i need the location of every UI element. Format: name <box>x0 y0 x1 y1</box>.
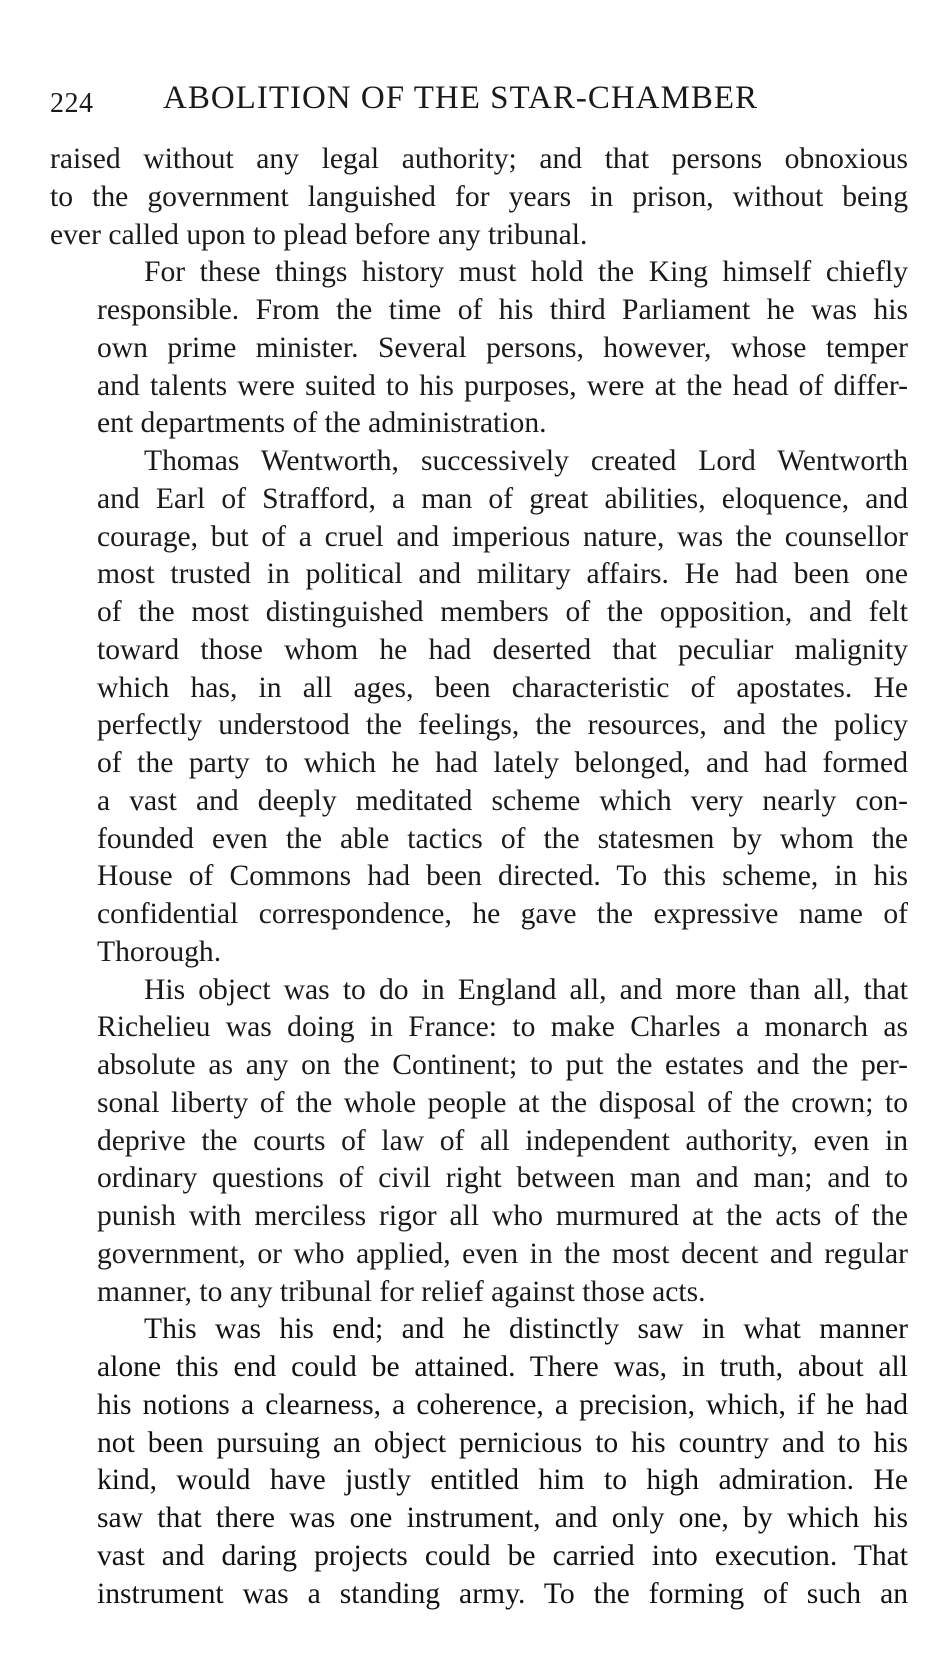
text-line: deprive the courts of law of all independent authority, even in <box>97 1124 908 1157</box>
text-line: ordinary questions of civil right between man and man; and to <box>97 1162 908 1195</box>
paragraph-1 <box>50 141 908 254</box>
text-line: and Earl of Strafford, a man of great abilities, eloquence, and <box>97 482 908 515</box>
text-line: to the government languished for years in prison, without being <box>50 180 908 213</box>
text-line: founded even the able tactics of the statesmen by whom the <box>97 822 908 855</box>
body-text <box>50 141 908 1613</box>
text-line: kind, would have justly entitled him to high admiration. He <box>97 1464 908 1497</box>
text-line: vast and daring projects could be carried into execution. That <box>97 1539 908 1572</box>
text-line: sonal liberty of the whole people at the disposal of the crown; to <box>97 1086 908 1119</box>
text-line: House of Commons had been directed. To this scheme, in his <box>97 860 908 893</box>
text-line: Thomas Wentworth, successively created Lord Wentworth <box>144 445 908 477</box>
text-line: punish with merciless rigor all who murmured at the acts of the <box>97 1200 908 1232</box>
text-line: courage, but of a cruel and imperious nature, was the counsellor <box>97 520 908 553</box>
text-line: ever called upon to plead before any tribunal. <box>50 218 588 251</box>
text-line: responsible. From the time of his third Parliament he was his <box>97 294 908 326</box>
text-line: perfectly understood the feelings, the resources, and the policy <box>97 709 908 742</box>
text-line: ent departments of the administration. <box>97 407 547 440</box>
text-line: manner, to any tribunal for relief against those acts. <box>97 1275 706 1308</box>
text-line: government, or who applied, even in the most decent and regular <box>97 1237 908 1270</box>
text-line: and talents were suited to his purposes, were at the head of differ- <box>97 369 908 402</box>
running-head <box>50 74 910 134</box>
text-line: of the party to which he had lately belonged, and had formed <box>97 747 908 779</box>
text-line: which has, in all ages, been characteristic of apostates. He <box>97 671 908 704</box>
text-line: raised without any legal authority; and that persons obnoxious <box>50 143 908 175</box>
text-line: saw that there was one instrument, and only one, by which his <box>97 1502 908 1534</box>
text-line: confidential correspondence, he gave the expressive name of <box>97 898 908 930</box>
text-line: of the most distinguished members of the opposition, and felt <box>97 596 908 628</box>
text-line: a vast and deeply meditated scheme which very nearly con- <box>97 784 908 817</box>
text-line: Thorough. <box>97 935 222 968</box>
text-line: his notions a clearness, a coherence, a precision, which, if he had <box>97 1388 908 1421</box>
paragraph-5 <box>50 1311 908 1613</box>
text-line: This was his end; and he distinctly saw in what manner <box>144 1313 908 1346</box>
text-line: absolute as any on the Continent; to put the estates and the per- <box>97 1049 908 1081</box>
text-line: most trusted in political and military affairs. He had been one <box>97 558 908 591</box>
text-line: Richelieu was doing in France: to make Charles a monarch as <box>97 1011 908 1044</box>
text-line: instrument was a standing army. To the forming of such an <box>97 1577 908 1610</box>
text-line: His object was to do in England all, and more than all, that <box>144 973 908 1006</box>
text-line: alone this end could be attained. There was, in truth, about all <box>97 1351 908 1383</box>
running-title: ABOLITION OF THE STAR-CHAMBER <box>163 80 759 116</box>
text-line: own prime minister. Several persons, however, whose temper <box>97 331 908 364</box>
paragraph-4 <box>50 972 908 1312</box>
paragraph-3 <box>50 443 908 972</box>
text-line: toward those whom he had deserted that peculiar malignity <box>97 633 908 666</box>
page-number: 224 <box>50 88 94 119</box>
text-line: not been pursuing an object pernicious to his country and to his <box>97 1426 908 1459</box>
paragraph-2 <box>50 254 908 443</box>
text-line: For these things history must hold the King himself chiefly <box>144 256 908 289</box>
